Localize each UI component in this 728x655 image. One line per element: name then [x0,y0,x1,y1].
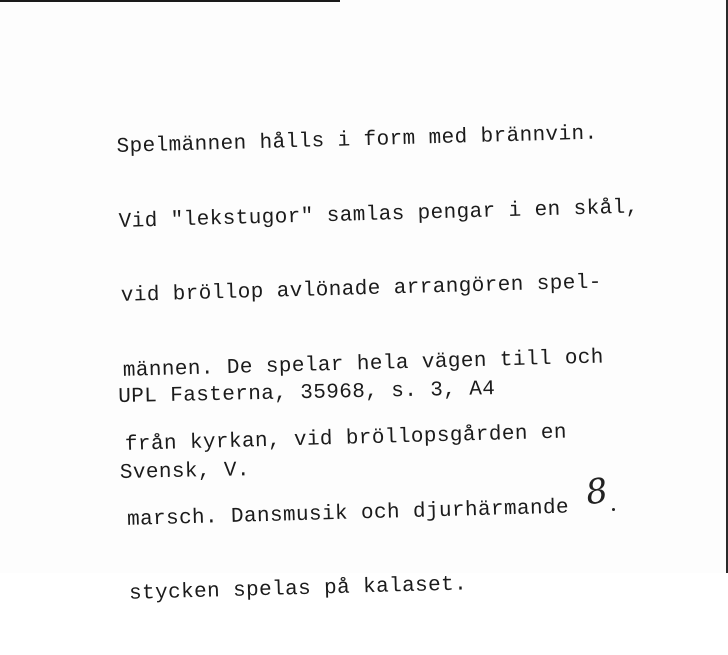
body-line: från kyrkan, vid bröllopsgården en [124,421,568,457]
body-line: stycken spelas på kalaset. [128,573,468,606]
body-line: marsch. Dansmusik och djurhärmande [126,495,570,532]
handwritten-page-number: 8 [583,470,611,514]
body-line: männen. De spelar hela vägen till och [122,345,605,383]
reference-language: Svensk, V. [119,459,251,485]
body-line: Spelmännen hålls i form med brännvin. [116,122,598,159]
card-reference [117,329,498,535]
body-line: Vid "lekstugor" samlas pengar i en skål, [118,195,639,234]
pen-dot [612,508,615,511]
reference-source: UPL Fasterna, 35968, s. 3, A4 [118,378,496,409]
card-top-edge [0,0,340,2]
body-line: vid bröllop avlönade arrangören spel- [120,271,603,308]
